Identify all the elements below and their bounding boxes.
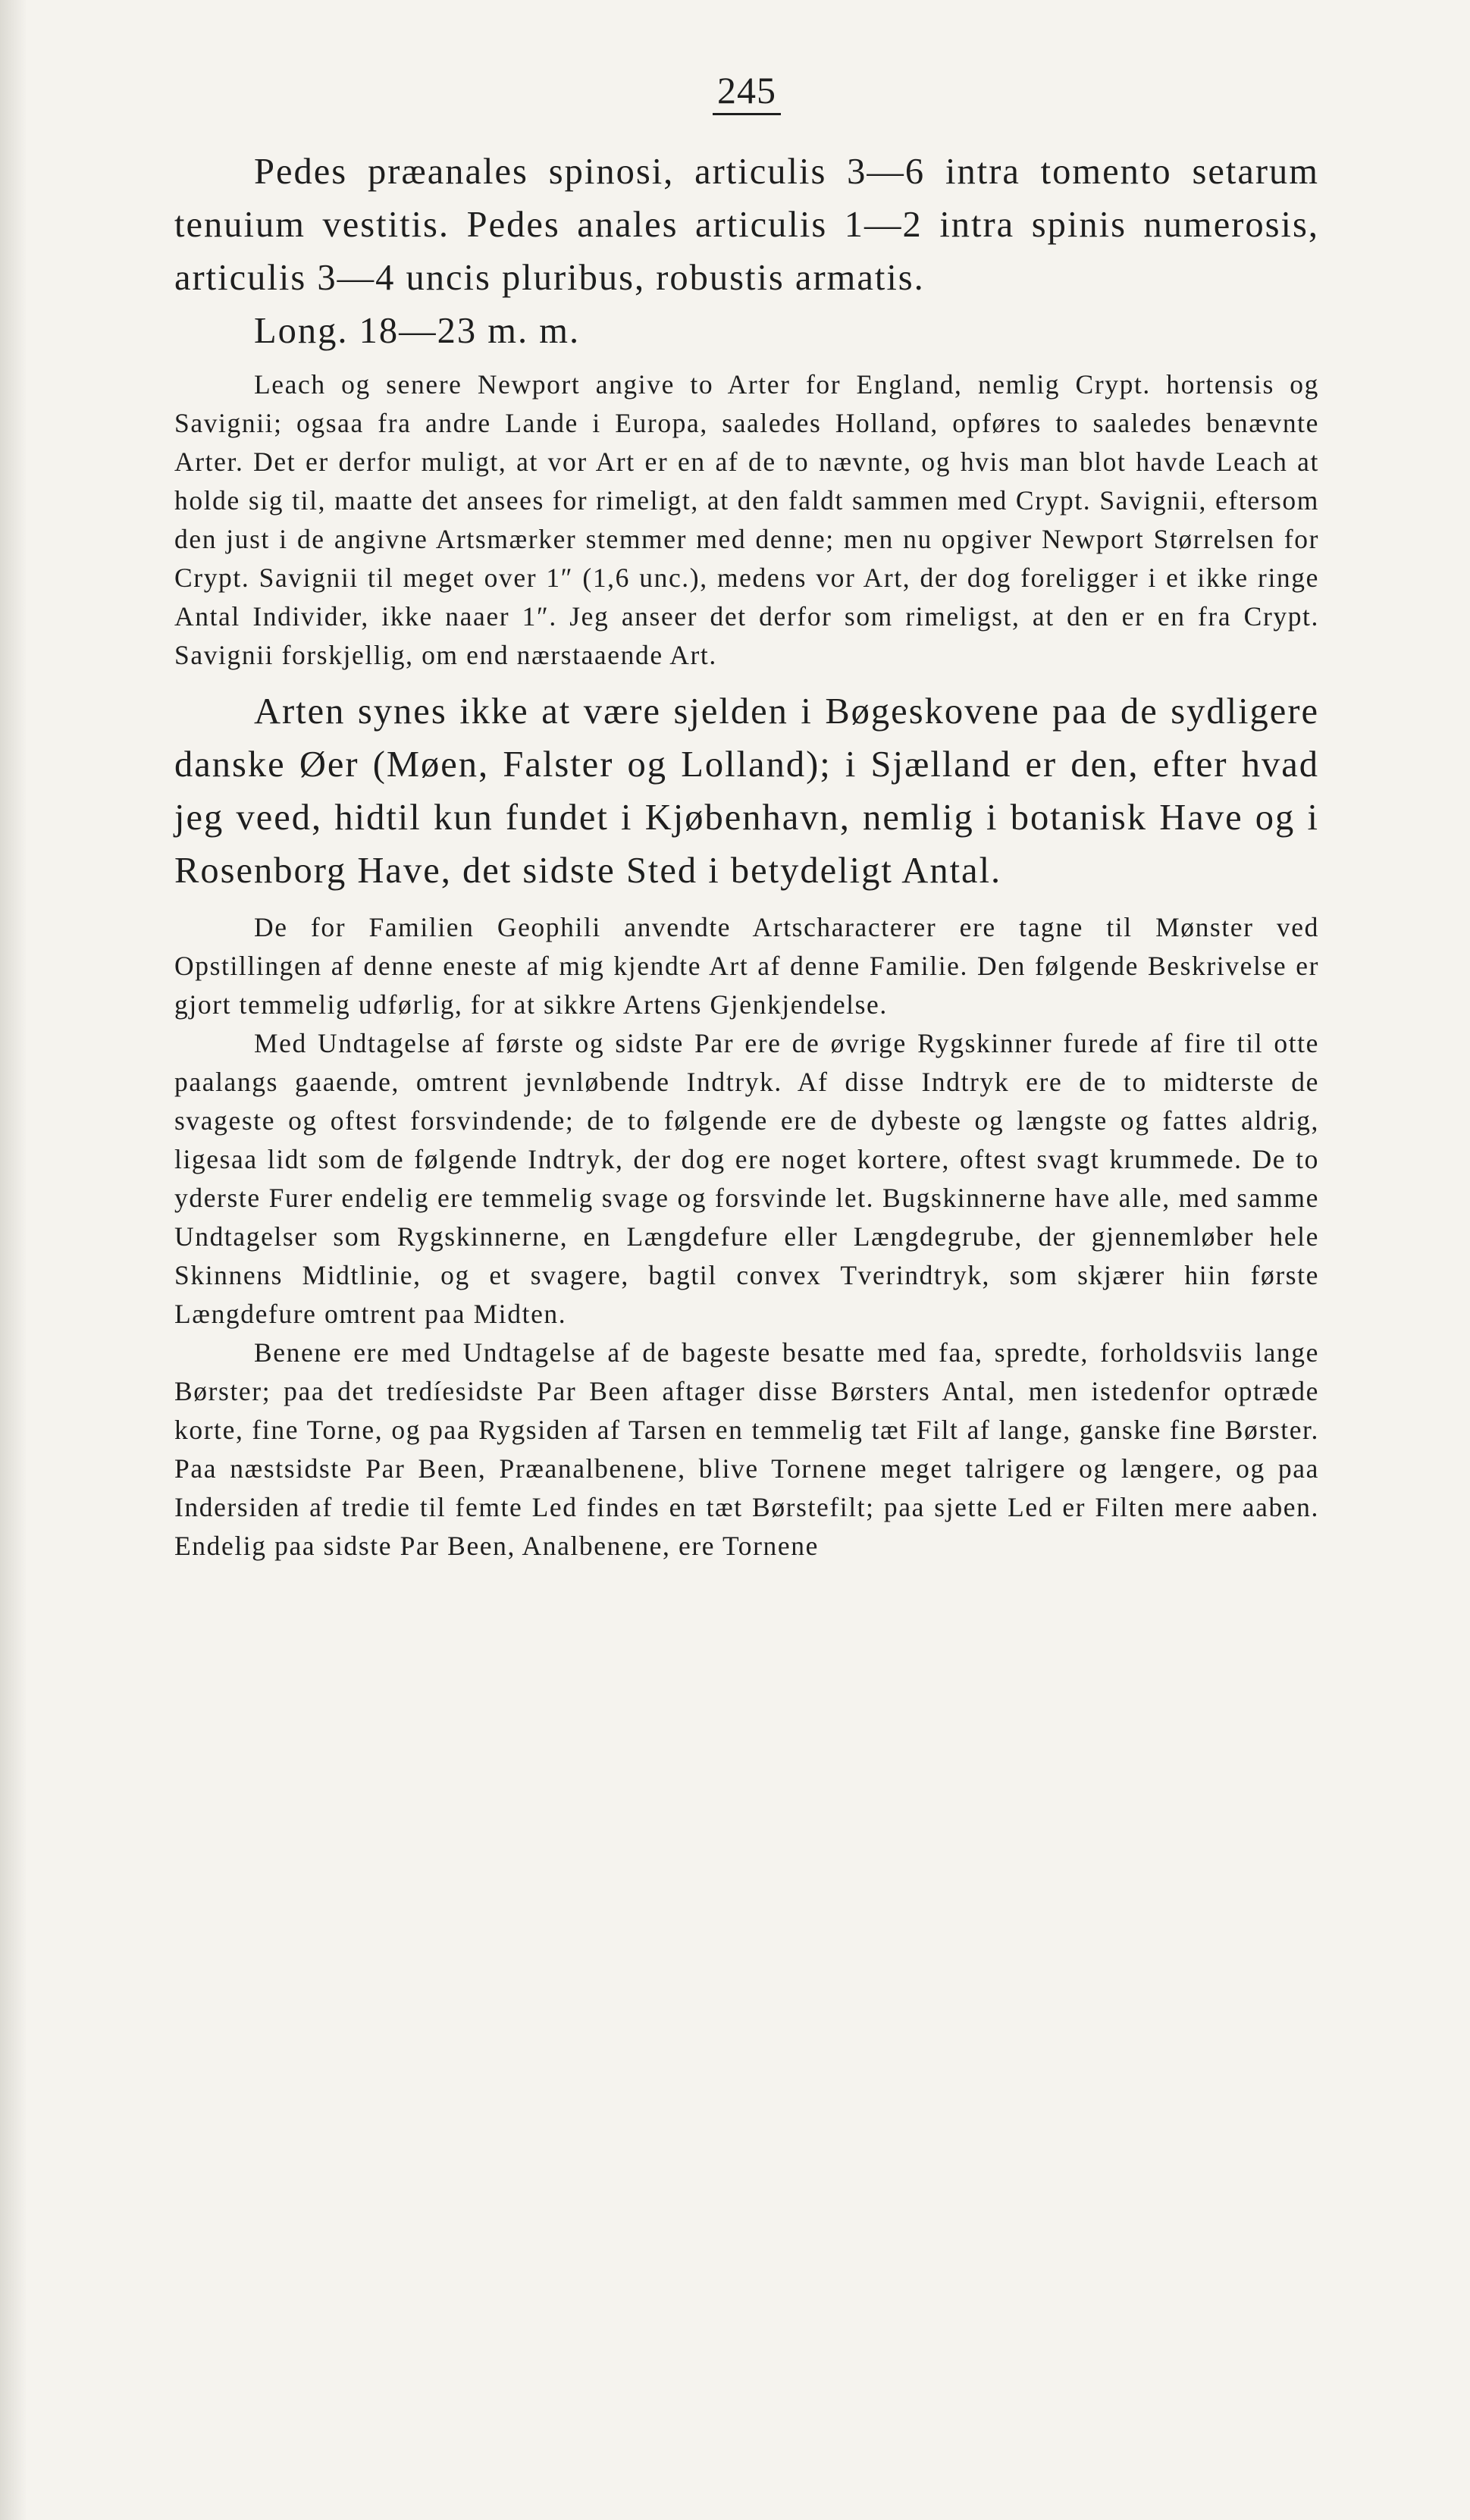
page-edge-shadow (0, 0, 27, 2520)
document-page (174, 68, 1319, 1566)
paragraph-latin-description: Pedes præanales spinosi, articulis 3—6 intra tomento setarum tenuium vestitis. Pedes anales articulis 1—2 intra spinis numerosis, articulis 3—4 uncis pluribus, robustis armatis. (174, 152, 1319, 298)
paragraph-legs: Benene ere med Undtagelse af de bageste besatte med faa, spredte, forholdsviis lange Børster; paa det tredíesidste Par Been aftager disse Børsters Antal, men istedenfor optræde korte, fine Torne, og paa Rygsiden af Tarsen en temmelig tæt Filt af lange, ganske fine Børster. Paa næstsidste Par Been, Præanalbenene, blive Tornene meget talrigere og længere, og paa Indersiden af tredie til femte Led findes en tæt Børstefilt; paa sjette Led er Filten mere aaben. Endelig paa sidste Par Been, Analbenene, ere Tornene (174, 1337, 1319, 1561)
page-number: 245 (174, 68, 1319, 112)
paragraph-family-characters: De for Familien Geophili anvendte Artscharacterer ere tagne til Mønster ved Opstillingen af denne eneste af mig kjendte Art af denne Familie. Den følgende Beskrivelse er gjort temmelig udførlig, for at sikkre Artens Gjenkjendelse. (174, 912, 1319, 1020)
paragraph-dorsal-plates: Med Undtagelse af første og sidste Par ere de øvrige Rygskinner furede af fire til otte paalangs gaaende, omtrent jevnløbende Indtryk. Af disse Indtryk ere de to midterste de svageste og oftest forsvindende; de to følgende ere de dybeste og længste og fattes aldrig, ligesaa lidt som de følgende Indtryk, der dog ere noget kortere, oftest svagt krummede. De to yderste Furer endelig ere temmelig svage og forsvinde let. Bugskinnerne have alle, med samme Undtagelser som Rygskinnerne, en Længdefure eller Længdegrube, der gjennemløber hele Skinnens Midtlinie, og et svagere, bagtil convex Tverindtryk, som skjærer hiin første Længdefure omtrent paa Midten. (174, 1028, 1319, 1329)
paragraph-length: Long. 18—23 m. m. (254, 311, 581, 351)
paragraph-leach-newport: Leach og senere Newport angive to Arter for England, nemlig Crypt. hortensis og Savignii; ogsaa fra andre Lande i Europa, saaledes Holland, opføres to saaledes benævnte Arter. Det er derfor muligt, at vor Art er en af de to nævnte, og hvis man blot havde Leach at holde sig til, maatte det ansees for rimeligt, at den faldt sammen med Crypt. Savignii, eftersom den just i de angivne Artsmærker stemmer med denne; men nu opgiver Newport Størrelsen for Crypt. Savignii til meget over 1″ (1,6 unc.), medens vor Art, der dog foreligger i et ikke ringe Antal Individer, ikke naaer 1″. Jeg anseer det derfor som rimeligst, at den er en fra Crypt. Savignii forskjellig, om end nærstaaende Art. (174, 369, 1319, 670)
paragraph-distribution: Arten synes ikke at være sjelden i Bøgeskovene paa de sydligere danske Øer (Møen, Falster og Lolland); i Sjælland er den, efter hvad jeg veed, hidtil kun fundet i Kjøbenhavn, nemlig i botanisk Have og i Rosenborg Have, det sidste Sted i betydeligt Antal. (174, 691, 1319, 891)
spacer (174, 898, 1319, 908)
spacer (174, 675, 1319, 685)
